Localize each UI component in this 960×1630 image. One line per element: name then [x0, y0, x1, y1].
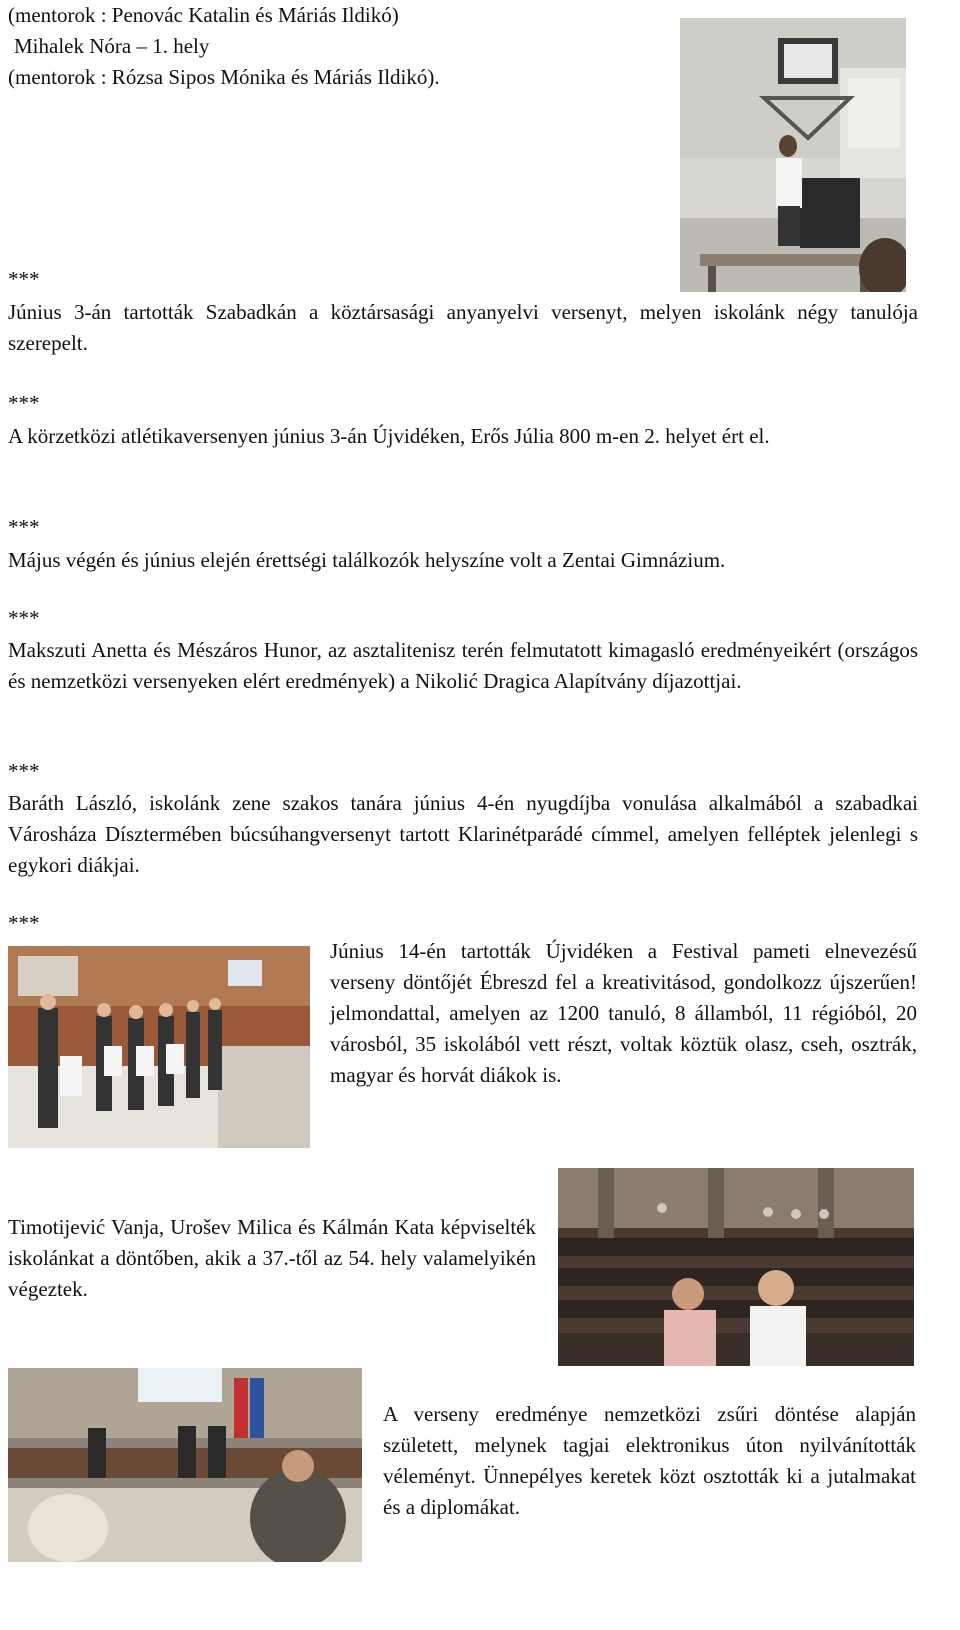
intro-line-3: (mentorok : Rózsa Sipos Mónika és Máriás Ildikó). [8, 65, 440, 89]
students-diplomas-photo [8, 946, 310, 1148]
festival-paragraph-1: Június 14-én tartották Újvidéken a Festival pameti elnevezésű verseny döntőjét Ébreszd fel a kreativitásod, gondolkozz újszerűen! jelmondattal, amelyen az 1200 tanuló, 8 államból, 11 régióból, 20 városból, 35 iskolából vett részt, voltak köztük olasz, cseh, osztrák, magyar és horvát diákok is. [330, 939, 917, 1087]
festival-paragraph-2: Timotijević Vanja, Urošev Milica és Kálmán Kata képviselték iskolánkat a döntőben, akik a 37.-től az 54. hely valamelyikén végeztek. [8, 1215, 536, 1301]
intro-line-2: Mihalek Nóra – 1. hely [14, 34, 210, 58]
award-ceremony-photo [8, 1368, 362, 1562]
separator: *** [8, 267, 40, 291]
separator: *** [8, 606, 40, 630]
news-item: Május végén és június elején érettségi találkozók helyszíne volt a Zentai Gimnázium. [8, 548, 726, 572]
news-item: Június 3-án tartották Szabadkán a köztársasági anyanyelvi versenyt, melyen iskolánk négy tanulója szerepelt. [8, 300, 918, 355]
separator: *** [8, 515, 40, 539]
news-item: Baráth László, iskolánk zene szakos tanára június 4-én nyugdíjba vonulása alkalmából a szabadkai Városháza Dísztermében búcsúhangversenyt tartott Klarinétparádé címmel, amelyen felléptek jelenlegi s egykori diákjai. [8, 791, 918, 877]
separator: *** [8, 911, 40, 935]
conference-students-photo [558, 1168, 914, 1366]
news-item: Makszuti Anetta és Mészáros Hunor, az asztalitenisz terén felmutatott kimagasló eredményeikért (országos és nemzetközi versenyeken elért eredmények) a Nikolić Dragica Alapítvány díjazottjai. [8, 638, 918, 693]
separator: *** [8, 391, 40, 415]
intro-line-1: (mentorok : Penovác Katalin és Máriás Ildikó) [8, 3, 399, 27]
news-item: A körzetközi atlétikaversenyen június 3-án Újvidéken, Erős Júlia 800 m-en 2. helyet ért el. [8, 424, 770, 448]
separator: *** [8, 759, 40, 783]
speaker-photo [680, 18, 906, 292]
festival-paragraph-3: A verseny eredménye nemzetközi zsűri döntése alapján született, melynek tagjai elektronikus úton nyilvánították véleményt. Ünnepélyes keretek közt osztották ki a jutalmakat és a diplomákat. [383, 1402, 916, 1519]
